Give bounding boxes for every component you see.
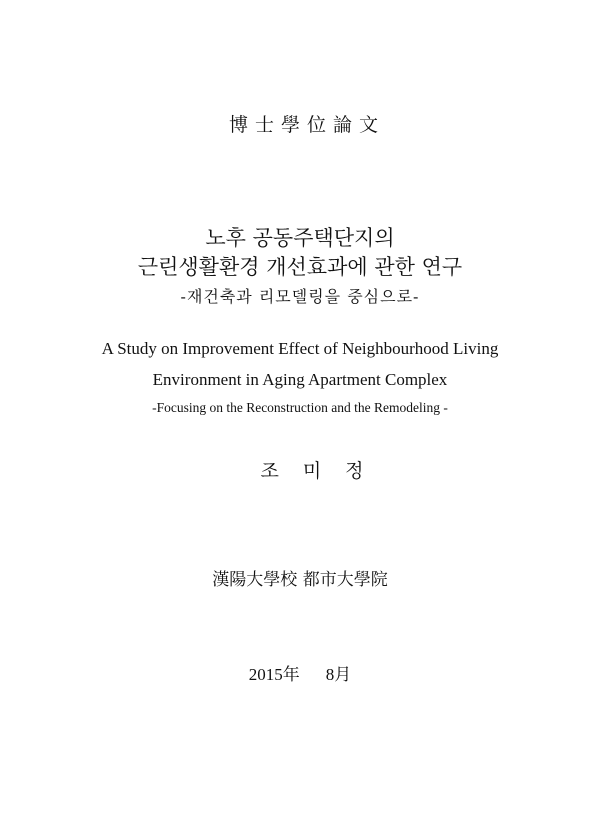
submission-date — [0, 666, 600, 683]
author-name: 조미정 — [260, 460, 388, 482]
school-name: 漢陽大學校 都市大學院 — [212, 570, 388, 590]
english-title-line-1: A Study on Improvement Effect of Neighbourhood Living — [101, 339, 499, 358]
date-year: 2015年 — [248, 665, 300, 684]
date-month: 8月 — [325, 665, 352, 684]
english-subtitle: -Focusing on the Reconstruction and the Remodeling - — [152, 400, 448, 415]
korean-title-line-1: 노후 공동주택단지의 — [205, 226, 395, 250]
degree-heading: 博士學位論文 — [228, 114, 385, 136]
korean-subtitle: -재건축과 리모델링을 중심으로- — [180, 287, 420, 306]
korean-title-line-2: 근린생활환경 개선효과에 관한 연구 — [137, 255, 463, 279]
english-title-line-2: Environment in Aging Apartment Complex — [152, 370, 448, 389]
